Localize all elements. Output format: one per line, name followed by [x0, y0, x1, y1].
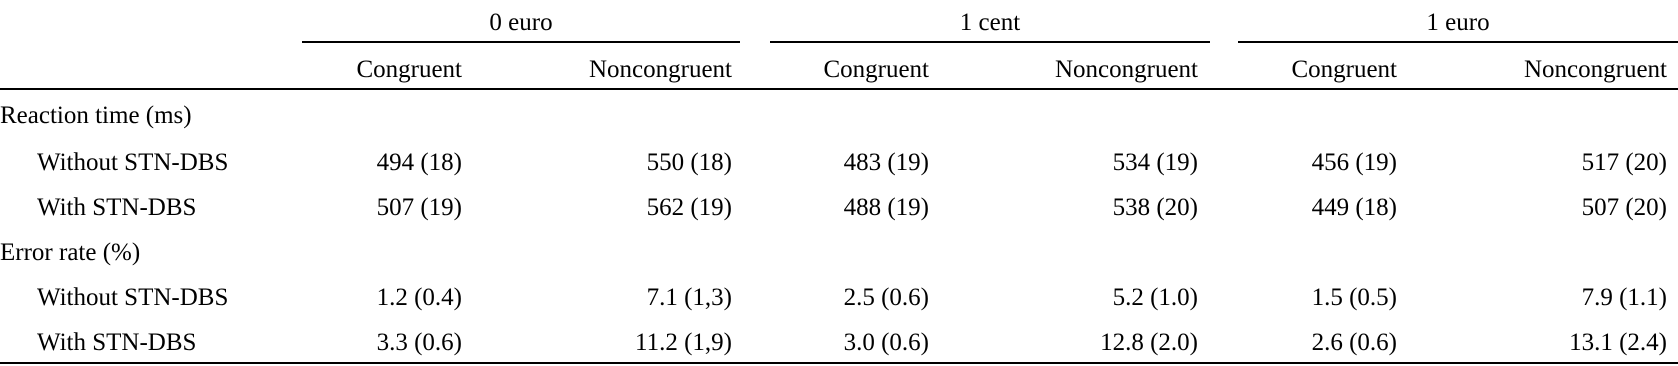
table-cell: 494 (18) — [376, 149, 462, 176]
section-title-error-rate: Error rate (%) — [0, 239, 141, 266]
table-cell: 7.1 (1,3) — [646, 284, 732, 311]
group-header-1-euro: 1 euro — [1426, 9, 1490, 36]
table-cell: 3.3 (0.6) — [376, 329, 462, 356]
row-label: With STN-DBS — [37, 329, 197, 356]
row-label: Without STN-DBS — [37, 149, 229, 176]
table-cell: 1.5 (0.5) — [1311, 284, 1397, 311]
group-rule-0-euro — [302, 41, 740, 43]
table-cell: 534 (19) — [1112, 149, 1198, 176]
group-rule-1-euro — [1238, 41, 1678, 43]
table-cell: 2.6 (0.6) — [1311, 329, 1397, 356]
table-cell: 507 (19) — [376, 194, 462, 221]
table-cell: 449 (18) — [1311, 194, 1397, 221]
table-cell: 538 (20) — [1112, 194, 1198, 221]
table-cell: 488 (19) — [843, 194, 929, 221]
row-label: Without STN-DBS — [37, 284, 229, 311]
table-cell: 507 (20) — [1581, 194, 1667, 221]
subheader-noncongruent: Noncongruent — [1523, 56, 1667, 83]
subheader-congruent: Congruent — [823, 56, 929, 83]
group-rule-1-cent — [770, 41, 1210, 43]
table-cell: 5.2 (1.0) — [1112, 284, 1198, 311]
table-cell: 483 (19) — [843, 149, 929, 176]
subheader-noncongruent: Noncongruent — [588, 56, 732, 83]
bottom-rule — [0, 362, 1678, 364]
table-cell: 550 (18) — [646, 149, 732, 176]
subheader-congruent: Congruent — [1291, 56, 1397, 83]
row-label: With STN-DBS — [37, 194, 197, 221]
table-cell: 3.0 (0.6) — [843, 329, 929, 356]
header-rule — [0, 88, 1678, 90]
table-cell: 12.8 (2.0) — [1100, 329, 1198, 356]
section-title-reaction-time: Reaction time (ms) — [0, 102, 192, 129]
table-cell: 13.1 (2.4) — [1569, 329, 1667, 356]
subheader-noncongruent: Noncongruent — [1054, 56, 1198, 83]
table-cell: 517 (20) — [1581, 149, 1667, 176]
group-header-0-euro: 0 euro — [489, 9, 553, 36]
table-cell: 456 (19) — [1311, 149, 1397, 176]
subheader-congruent: Congruent — [356, 56, 462, 83]
table-cell: 1.2 (0.4) — [376, 284, 462, 311]
table-cell: 11.2 (1,9) — [635, 329, 732, 356]
table-cell: 2.5 (0.6) — [843, 284, 929, 311]
table-cell: 7.9 (1.1) — [1581, 284, 1667, 311]
table-cell: 562 (19) — [646, 194, 732, 221]
group-header-1-cent: 1 cent — [959, 9, 1021, 36]
